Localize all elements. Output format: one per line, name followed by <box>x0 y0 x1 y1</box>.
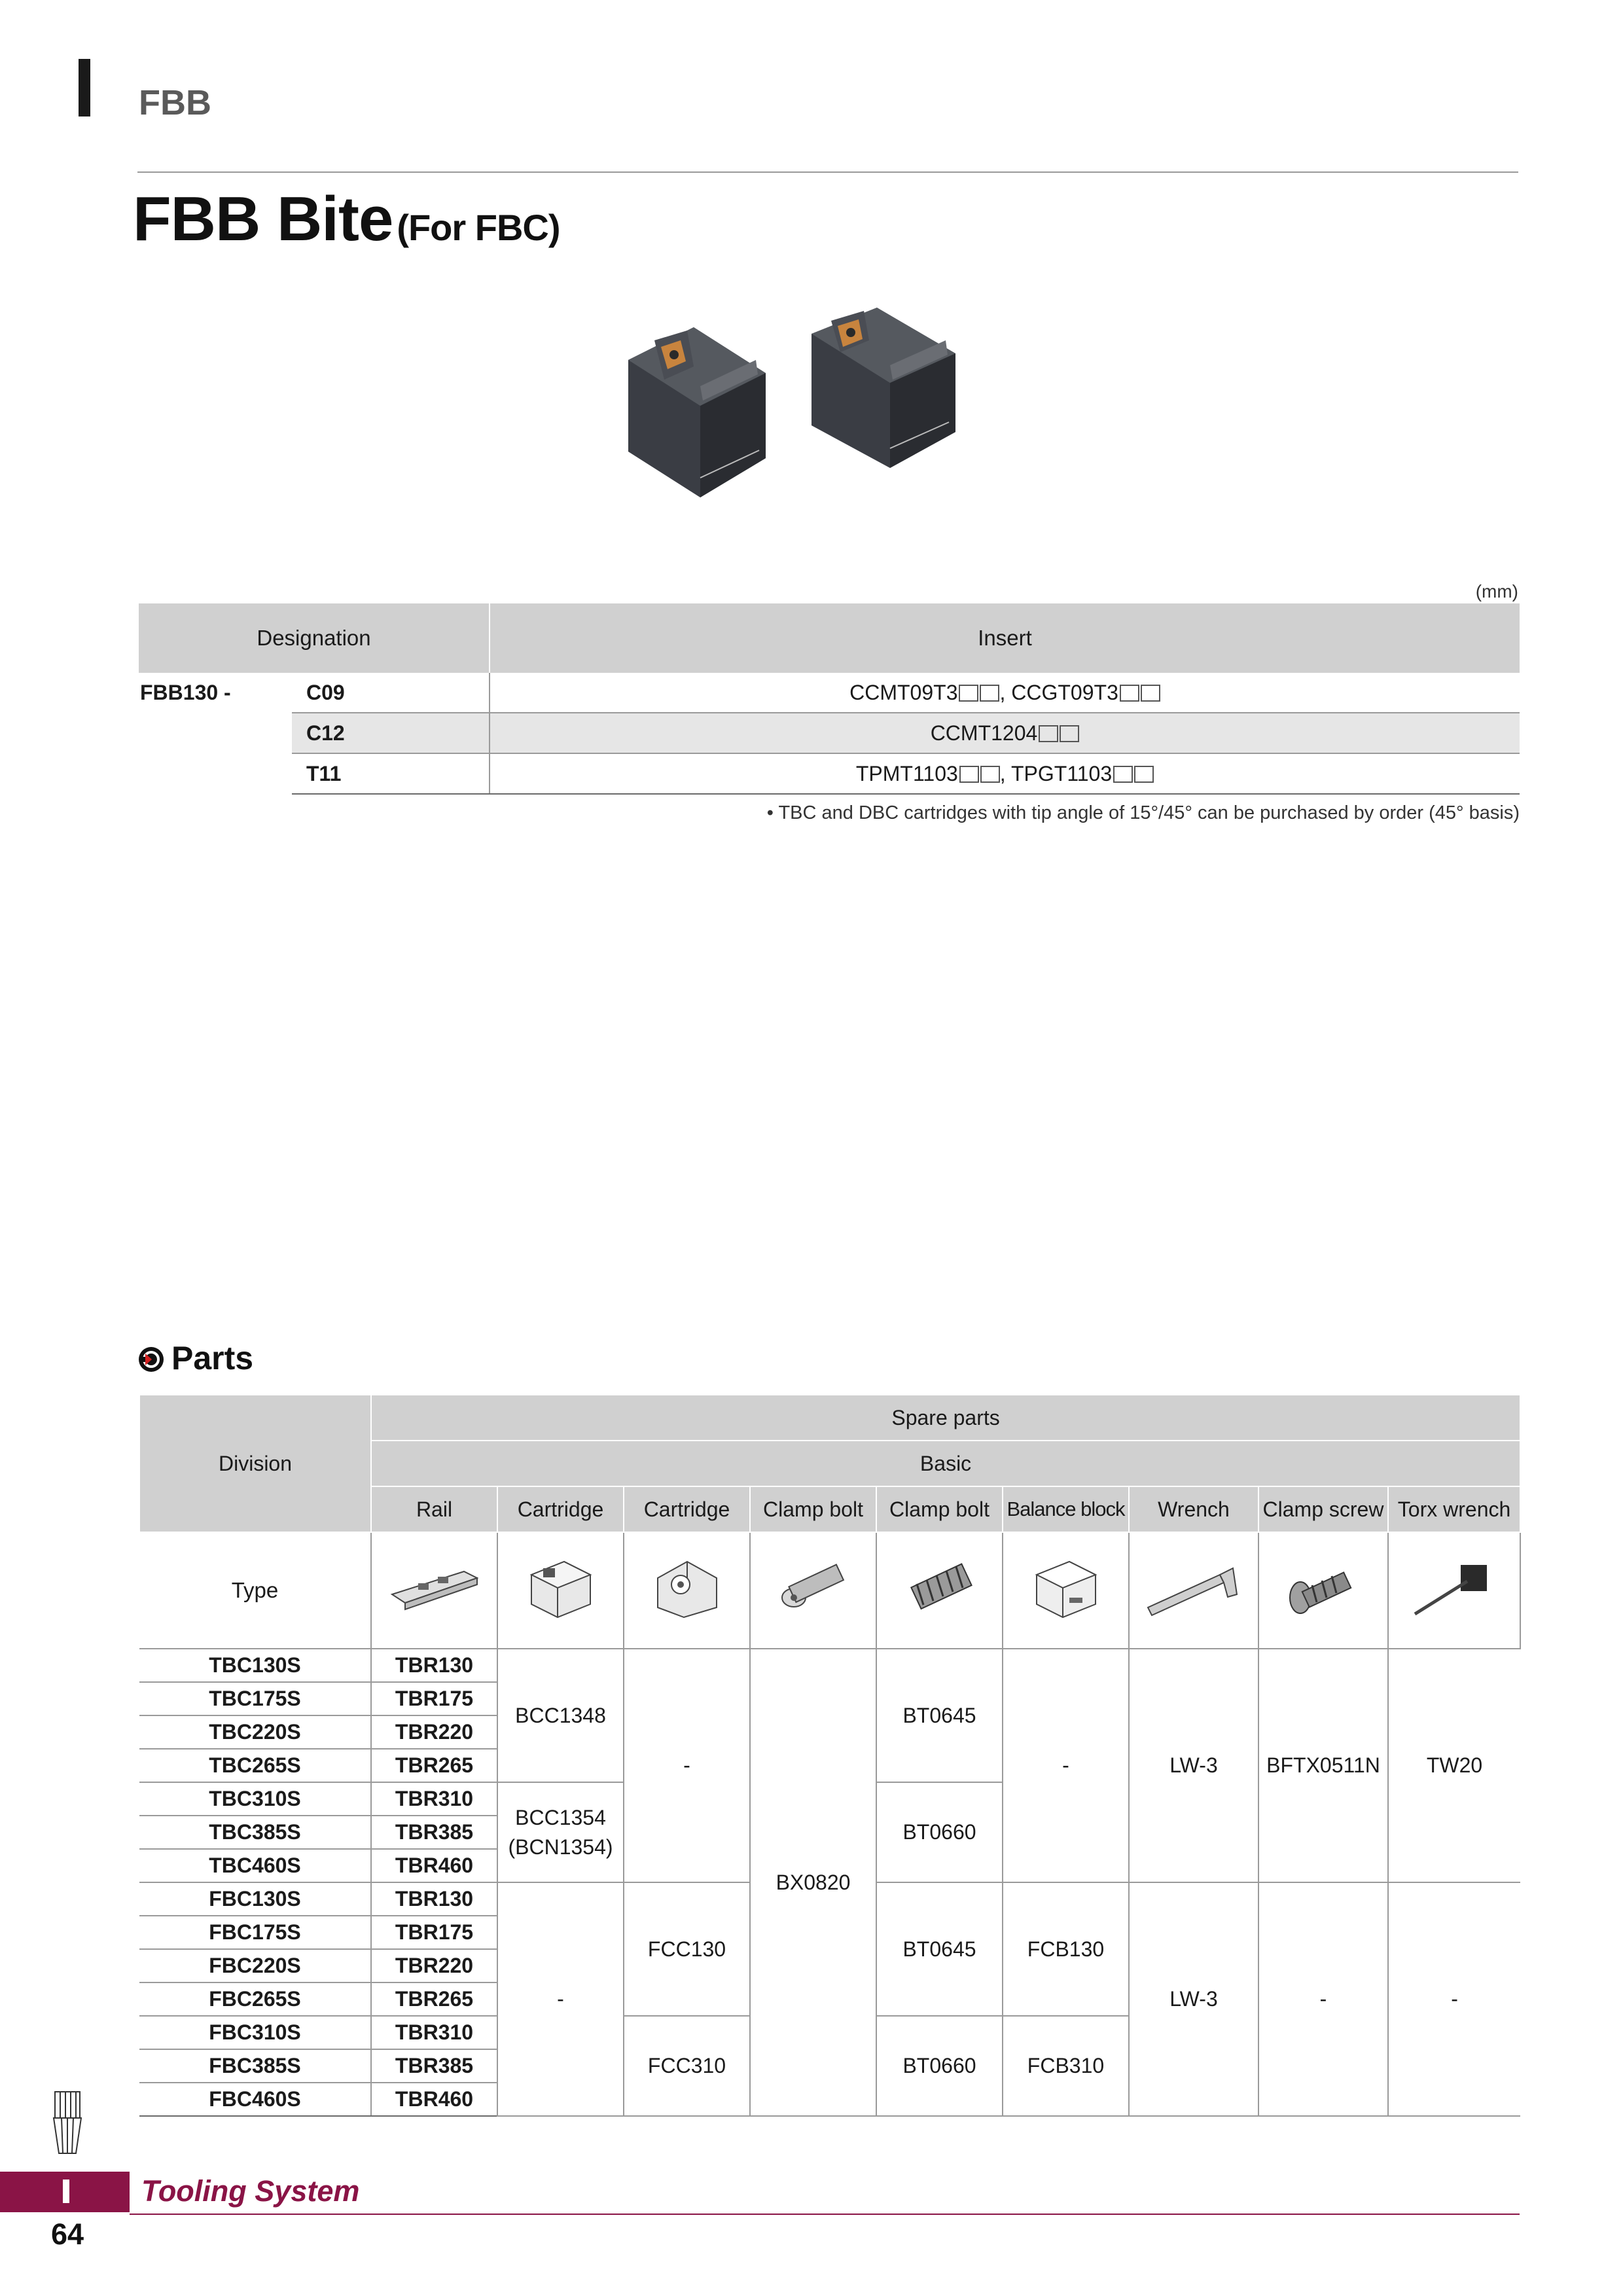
insert-text: TPMT1103 <box>855 761 958 785</box>
placeholder-box-icon <box>1120 685 1139 702</box>
designation-code: C12 <box>292 713 490 753</box>
rail-cell: TBR130 <box>371 1649 497 1682</box>
table-row <box>139 713 1520 753</box>
clamp-bolt-cell: BT0645 <box>876 1882 1003 2016</box>
rail-cell: TBR460 <box>371 2083 497 2116</box>
col-balance-block: Balance block <box>1003 1486 1129 1532</box>
col-torx-wrench: Torx wrench <box>1388 1486 1520 1532</box>
col-cartridge: Cartridge <box>624 1486 750 1532</box>
rail-cell: TBR175 <box>371 1682 497 1715</box>
parts-title: Parts <box>171 1340 254 1376</box>
designation-table <box>139 603 1520 795</box>
designation-code: C09 <box>292 673 490 713</box>
placeholder-box-icon <box>1141 685 1160 702</box>
designation-header-row <box>139 603 1520 673</box>
clamp-bolt-bt-icon <box>897 1555 982 1621</box>
cartridge-cell <box>497 1782 624 1882</box>
placeholder-box-icon <box>980 766 1000 783</box>
type-cell: FBC310S <box>139 2016 371 2049</box>
designation-note: • TBC and DBC cartridges with tip angle of 15°/45° can be purchased by order (45° basis) <box>766 802 1520 823</box>
product-photo <box>615 301 1034 563</box>
balance-block-image <box>1003 1532 1129 1649</box>
basic-header: Basic <box>371 1441 1520 1486</box>
type-cell: TBC310S <box>139 1782 371 1816</box>
cartridge-code: BCC1354 <box>515 1805 606 1829</box>
insert-text: , TPGT1103 <box>999 761 1113 785</box>
col-clamp-screw: Clamp screw <box>1258 1486 1388 1532</box>
rail-cell: TBR460 <box>371 1849 497 1882</box>
cartridge-bcc-icon <box>518 1552 603 1624</box>
balance-block-cell: FCB310 <box>1003 2016 1129 2116</box>
rail-cell: TBR130 <box>371 1882 497 1916</box>
rail-cell: TBR310 <box>371 1782 497 1816</box>
header-divider <box>137 171 1518 173</box>
table-row <box>139 673 1520 713</box>
placeholder-box-icon <box>1060 725 1079 742</box>
rail-image <box>371 1532 497 1649</box>
type-cell: TBC460S <box>139 1849 371 1882</box>
designation-header: Designation <box>139 603 490 673</box>
title-main: FBB Bite <box>133 184 393 254</box>
type-cell: FBC220S <box>139 1949 371 1982</box>
type-cell: FBC265S <box>139 1982 371 2016</box>
insert-cell <box>490 673 1520 713</box>
type-cell: TBC175S <box>139 1682 371 1715</box>
insert-cell <box>490 713 1520 753</box>
torx-wrench-image <box>1388 1532 1520 1649</box>
type-cell: TBC220S <box>139 1715 371 1749</box>
placeholder-box-icon <box>959 766 979 783</box>
type-cell: TBC130S <box>139 1649 371 1682</box>
type-cell: TBC265S <box>139 1749 371 1782</box>
rail-cell: TBR385 <box>371 2049 497 2083</box>
wrench-cell: LW-3 <box>1129 1882 1258 2116</box>
torx-wrench-cell: TW20 <box>1388 1649 1520 1882</box>
cartridge-alt-code: (BCN1354) <box>508 1835 613 1859</box>
col-cartridge: Cartridge <box>497 1486 624 1532</box>
insert-text: CCMT1204 <box>930 721 1038 745</box>
torx-wrench-cell: - <box>1388 1882 1520 2116</box>
clamp-bolt-cell: BT0660 <box>876 1782 1003 1882</box>
clamp-bolt-cell: BX0820 <box>750 1649 876 2116</box>
clamp-screw-icon <box>1281 1555 1366 1621</box>
cartridge-cell: BCC1348 <box>497 1649 624 1782</box>
clamp-bolt-image <box>750 1532 876 1649</box>
cartridge-cell: - <box>497 1882 624 2116</box>
clamp-bolt-image <box>876 1532 1003 1649</box>
type-cell: FBC175S <box>139 1916 371 1949</box>
wrench-cell: LW-3 <box>1129 1649 1258 1882</box>
type-image-row <box>139 1532 1520 1649</box>
col-rail: Rail <box>371 1486 497 1532</box>
placeholder-box-icon <box>1134 766 1154 783</box>
hex-wrench-icon <box>1141 1555 1246 1621</box>
col-clamp-bolt: Clamp bolt <box>750 1486 876 1532</box>
collet-chuck-icon <box>50 2088 85 2160</box>
insert-text: , CCGT09T3 <box>999 680 1118 704</box>
clamp-screw-cell: BFTX0511N <box>1258 1649 1388 1882</box>
insert-cell <box>490 753 1520 794</box>
table-row <box>139 1649 1520 1682</box>
col-clamp-bolt: Clamp bolt <box>876 1486 1003 1532</box>
cartridge-cell: FCC130 <box>624 1882 750 2016</box>
clamp-screw-cell: - <box>1258 1882 1388 2116</box>
page-title <box>133 183 560 255</box>
insert-text: CCMT09T3 <box>849 680 958 704</box>
rail-cell: TBR265 <box>371 1982 497 2016</box>
insert-header: Insert <box>490 603 1520 673</box>
cartridge-cell: FCC310 <box>624 2016 750 2116</box>
parts-header-row <box>139 1395 1520 1441</box>
rail-cell: TBR265 <box>371 1749 497 1782</box>
rail-cell: TBR175 <box>371 1916 497 1949</box>
section-marker <box>79 59 90 117</box>
clamp-bolt-cell: BT0660 <box>876 2016 1003 2116</box>
cartridge-image <box>624 1532 750 1649</box>
type-cell: FBC130S <box>139 1882 371 1916</box>
placeholder-box-icon <box>980 685 999 702</box>
footer-divider <box>130 2214 1520 2215</box>
designation-group: FBB130 - <box>140 681 231 704</box>
spare-parts-header: Spare parts <box>371 1395 1520 1441</box>
clamp-bolt-cell: BT0645 <box>876 1649 1003 1782</box>
footer-marker <box>63 2179 69 2203</box>
col-wrench: Wrench <box>1129 1486 1258 1532</box>
placeholder-box-icon <box>1113 766 1133 783</box>
rail-icon <box>385 1558 484 1617</box>
clamp-screw-image <box>1258 1532 1388 1649</box>
footer-label: Tooling System <box>141 2174 360 2208</box>
table-row <box>139 753 1520 794</box>
type-label: Type <box>139 1532 371 1649</box>
type-cell: FBC385S <box>139 2049 371 2083</box>
cartridge-image <box>497 1532 624 1649</box>
wrench-image <box>1129 1532 1258 1649</box>
cartridge-cell: - <box>624 1649 750 1882</box>
placeholder-box-icon <box>959 685 978 702</box>
section-label: FBB <box>139 83 211 122</box>
balance-block-icon <box>1024 1552 1109 1624</box>
clamp-bolt-bx-icon <box>771 1555 856 1621</box>
balance-block-cell: FCB130 <box>1003 1882 1129 2016</box>
arrow-circle-icon <box>137 1346 165 1373</box>
type-cell: FBC460S <box>139 2083 371 2116</box>
rail-cell: TBR310 <box>371 2016 497 2049</box>
balance-block-cell: - <box>1003 1649 1129 1882</box>
division-header: Division <box>139 1395 371 1532</box>
page-number: 64 <box>51 2217 84 2251</box>
title-suffix: (For FBC) <box>397 207 560 248</box>
parts-table <box>139 1394 1521 2117</box>
torx-wrench-icon <box>1408 1555 1500 1621</box>
designation-code: T11 <box>292 753 490 794</box>
rail-cell: TBR220 <box>371 1949 497 1982</box>
rail-cell: TBR220 <box>371 1715 497 1749</box>
placeholder-box-icon <box>1039 725 1058 742</box>
type-cell: TBC385S <box>139 1816 371 1849</box>
cartridge-fcc-icon <box>645 1552 730 1624</box>
rail-cell: TBR385 <box>371 1816 497 1849</box>
unit-label: (mm) <box>1475 581 1518 601</box>
